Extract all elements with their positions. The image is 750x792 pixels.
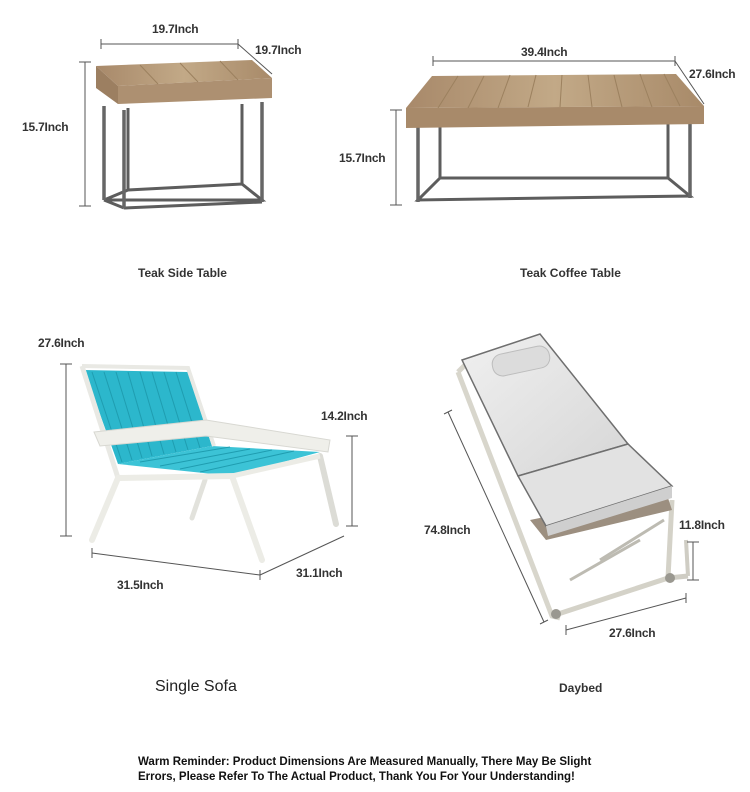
sofa-caption: Single Sofa (155, 678, 237, 695)
coffee-table-width-label: 39.4Inch (521, 45, 568, 59)
coffee-table-height-label: 15.7Inch (339, 151, 386, 165)
warm-reminder-note: Warm Reminder: Product Dimensions Are Measured Manually, There May Be Slight Errors, Please Refer To The Actual Product, Thank You For Your Understanding! (138, 756, 592, 783)
side-table-height-label: 15.7Inch (22, 120, 69, 134)
side-table-image (96, 60, 272, 208)
coffee-table-caption: Teak Coffee Table (520, 266, 621, 280)
coffee-table-image (406, 74, 704, 202)
daybed-height-label: 11.8Inch (679, 518, 725, 532)
sofa-width-label: 31.5Inch (117, 578, 164, 592)
daybed-width-label: 27.6Inch (609, 626, 656, 640)
sofa-height-label: 27.6Inch (38, 336, 85, 350)
daybed-length-label: 74.8Inch (424, 523, 471, 537)
single-sofa-image (82, 366, 336, 560)
side-table-width-label: 19.7Inch (152, 22, 199, 36)
sofa-depth-label: 31.1Inch (296, 566, 343, 580)
sofa-arm-height-label: 14.2Inch (321, 409, 368, 423)
daybed-caption: Daybed (559, 681, 603, 695)
dimension-lines (60, 39, 704, 635)
side-table-depth-label: 19.7Inch (255, 43, 302, 57)
daybed-image (458, 334, 688, 619)
side-table-caption: Teak Side Table (138, 266, 227, 280)
coffee-table-depth-label: 27.6Inch (689, 67, 736, 81)
